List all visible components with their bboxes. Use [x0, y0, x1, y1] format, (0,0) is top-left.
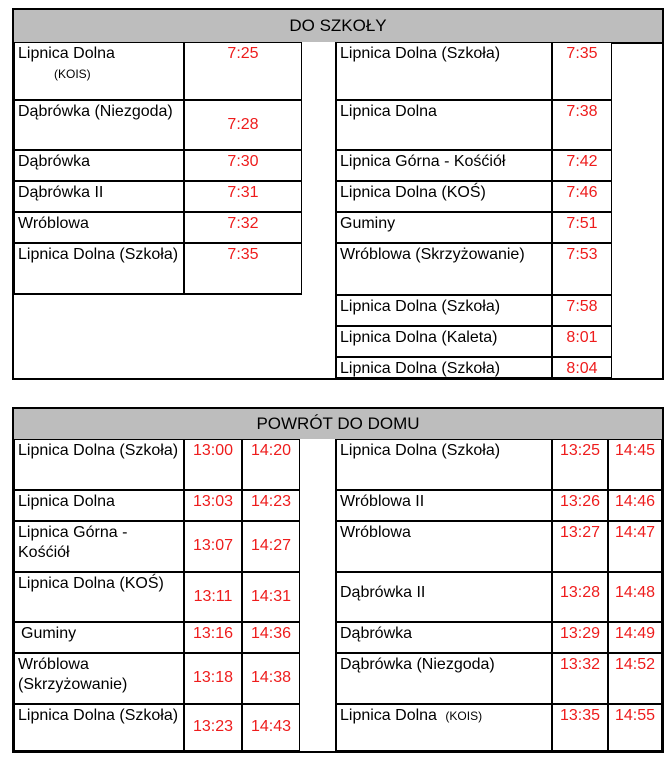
ts-right-stop-5: Wróblowa (Skrzyżowanie): [336, 243, 552, 295]
rh-left-stop-2: Lipnica Górna - Kośćiół: [14, 521, 184, 572]
rh-left-t2-0: 14:20: [242, 439, 300, 490]
ts-left-stop-4: Wróblowa: [14, 212, 184, 243]
rh-left-stop-4: Guminy: [14, 622, 184, 653]
ts-left-time-1: 7:28: [184, 100, 302, 150]
rh-right-t2-2: 14:47: [608, 521, 662, 572]
rh-right-t1-1: 13:26: [552, 490, 608, 521]
rh-left-stop-5: Wróblowa (Skrzyżowanie): [14, 653, 184, 704]
ts-left-stop-0: Lipnica Dolna (KOIS): [14, 42, 184, 100]
return-home-title: POWRÓT DO DOMU: [14, 409, 662, 441]
ts-left-stop-5: Lipnica Dolna (Szkoła): [14, 243, 184, 295]
rh-right-stop-3: Dąbrówka II: [336, 572, 552, 622]
rh-right-stop-4: Dąbrówka: [336, 622, 552, 653]
rh-gutter: [300, 439, 336, 751]
rh-right-stop-0: Lipnica Dolna (Szkoła): [336, 439, 552, 490]
rh-right-stop-2: Wróblowa: [336, 521, 552, 572]
rh-right-note-6: (KOIS): [445, 709, 483, 723]
rh-left-t1-5: 13:18: [184, 653, 242, 704]
rh-right-t1-2: 13:27: [552, 521, 608, 572]
rh-left-t1-3: 13:11: [184, 572, 242, 622]
rh-left-t2-3: 14:31: [242, 572, 300, 622]
ts-left-time-5: 7:35: [184, 243, 302, 295]
rh-left-t2-2: 14:27: [242, 521, 300, 572]
to-school-title: DO SZKOŁY: [14, 10, 662, 44]
ts-right-time-5: 7:53: [552, 243, 612, 295]
rh-left-stop-3: Lipnica Dolna (KOŚ): [14, 572, 184, 622]
ts-right-stop-7: Lipnica Dolna (Kaleta): [336, 326, 552, 357]
ts-right-time-2: 7:42: [552, 150, 612, 181]
rh-right-t2-4: 14:49: [608, 622, 662, 653]
rh-left-stop-0: Lipnica Dolna (Szkoła): [14, 439, 184, 490]
rh-left-stop-1: Lipnica Dolna: [14, 490, 184, 521]
rh-left-t1-6: 13:23: [184, 704, 242, 751]
rh-right-t1-0: 13:25: [552, 439, 608, 490]
rh-right-stop-1: Wróblowa II: [336, 490, 552, 521]
rh-right-t2-0: 14:45: [608, 439, 662, 490]
ts-left-time-4: 7:32: [184, 212, 302, 243]
rh-right-t1-3: 13:28: [552, 572, 608, 622]
rh-left-t2-5: 14:38: [242, 653, 300, 704]
ts-left-stop-1: Dąbrówka (Niezgoda): [14, 100, 184, 150]
ts-left-stop-3: Dąbrówka II: [14, 181, 184, 212]
rh-right-t2-3: 14:48: [608, 572, 662, 622]
rh-right-t1-6: 13:35: [552, 704, 608, 751]
ts-left-time-2: 7:30: [184, 150, 302, 181]
rh-left-stop-6: Lipnica Dolna (Szkoła): [14, 704, 184, 751]
rh-left-t1-1: 13:03: [184, 490, 242, 521]
ts-left-time-0: 7:25: [184, 42, 302, 100]
ts-right-stop-3: Lipnica Dolna (KOŚ): [336, 181, 552, 212]
ts-left-time-3: 7:31: [184, 181, 302, 212]
ts-left-note-0: (KOIS): [54, 67, 91, 81]
ts-right-time-7: 8:01: [552, 326, 612, 357]
ts-right-time-3: 7:46: [552, 181, 612, 212]
rh-left-t2-6: 14:43: [242, 704, 300, 751]
ts-right-time-4: 7:51: [552, 212, 612, 243]
ts-right-time-6: 7:58: [552, 295, 612, 326]
rh-right-t2-6: 14:55: [608, 704, 662, 751]
ts-right-stop-8: Lipnica Dolna (Szkoła): [336, 357, 552, 378]
rh-left-t1-0: 13:00: [184, 439, 242, 490]
ts-right-stop-6: Lipnica Dolna (Szkoła): [336, 295, 552, 326]
rh-left-t2-4: 14:36: [242, 622, 300, 653]
ts-right-time-1: 7:38: [552, 100, 612, 150]
ts-left-stop-2: Dąbrówka: [14, 150, 184, 181]
to-school-table: [12, 8, 664, 380]
rh-right-t1-5: 13:32: [552, 653, 608, 704]
ts-right-time-0: 7:35: [552, 42, 612, 100]
rh-right-stop-5: Dąbrówka (Niezgoda): [336, 653, 552, 704]
rh-left-t1-4: 13:16: [184, 622, 242, 653]
rh-right-stop-6: Lipnica Dolna (KOIS): [336, 704, 552, 751]
rh-left-t2-1: 14:23: [242, 490, 300, 521]
ts-gutter: [302, 42, 336, 378]
ts-right-stop-1: Lipnica Dolna: [336, 100, 552, 150]
ts-right-stop-0: Lipnica Dolna (Szkoła): [336, 42, 552, 100]
return-home-table: [12, 407, 664, 753]
rh-right-t2-5: 14:52: [608, 653, 662, 704]
rh-right-t2-1: 14:46: [608, 490, 662, 521]
ts-right-time-8: 8:04: [552, 357, 612, 378]
ts-right-stop-4: Guminy: [336, 212, 552, 243]
rh-right-t1-4: 13:29: [552, 622, 608, 653]
rh-left-t1-2: 13:07: [184, 521, 242, 572]
ts-right-stop-2: Lipnica Górna - Kośćiół: [336, 150, 552, 181]
